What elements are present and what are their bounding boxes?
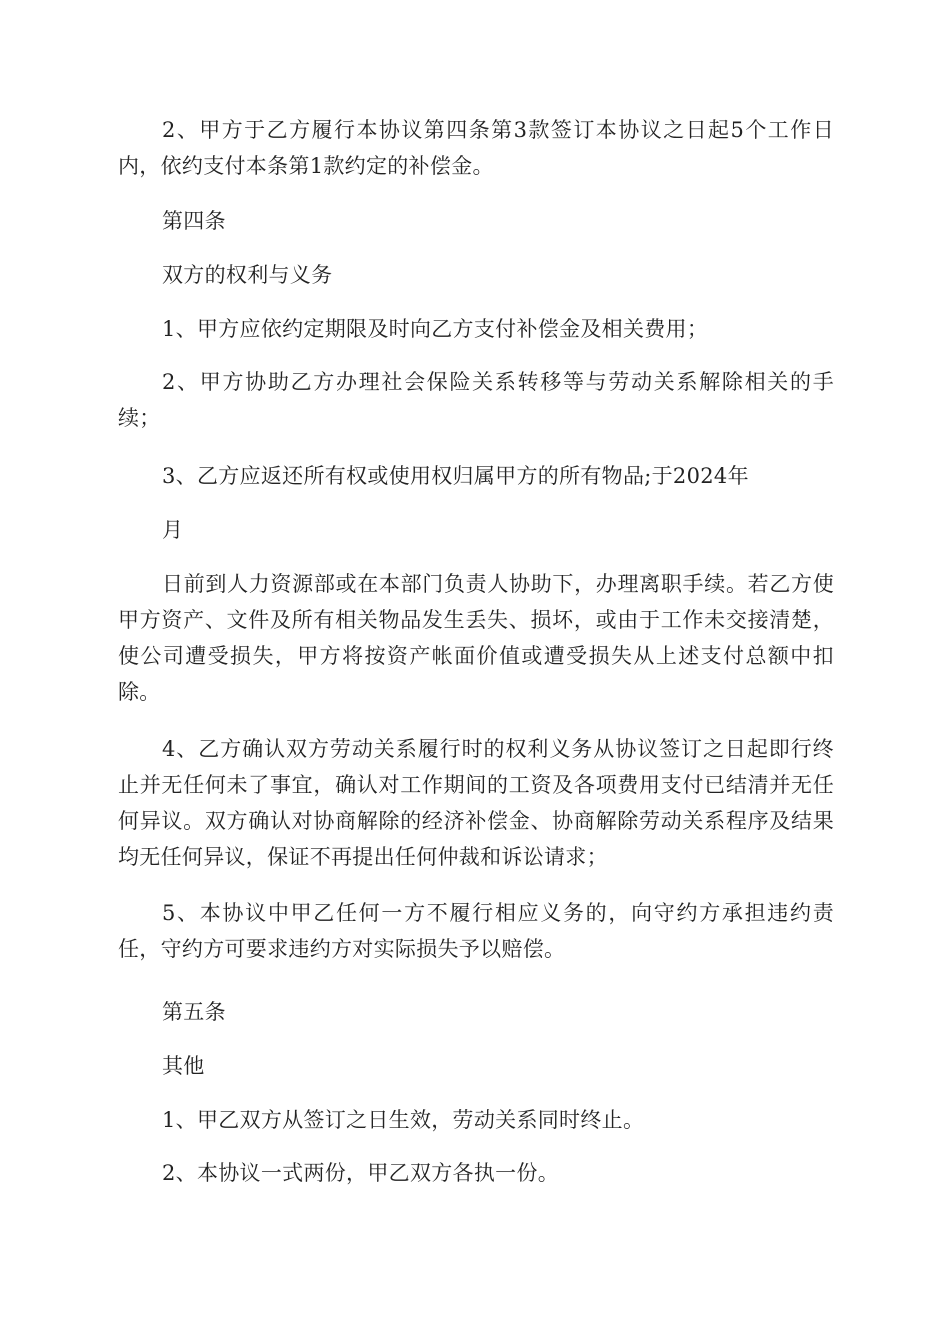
clause-4-5: 5、本协议中甲乙任何一方不履行相应义务的，向守约方承担违约责任，守约方可要求违约方对实际损失予以赔偿。 [118, 901, 834, 961]
clause-4-3-month: 月 [162, 518, 184, 542]
article-four-heading: 第四条 [162, 209, 226, 233]
article-four-title: 双方的权利与义务 [162, 263, 333, 287]
article-five-heading: 第五条 [162, 1000, 226, 1024]
clause-5-1: 1、甲乙双方从签订之日生效，劳动关系同时终止。 [162, 1108, 645, 1132]
clause-4-3-continued: 日前到人力资源部或在本部门负责人协助下，办理离职手续。若乙方使甲方资产、文件及所有相关物品发生丢失、损坏，或由于工作未交接清楚，使公司遭受损失，甲方将按资产帐面价值或遭受损失从上述支付总额中扣除。 [118, 572, 834, 704]
clause-5-2: 2、本协议一式两份，甲乙双方各执一份。 [162, 1161, 560, 1185]
clause-4-2: 2、甲方协助乙方办理社会保险关系转移等与劳动关系解除相关的手续； [118, 370, 834, 430]
clause-4-4: 4、乙方确认双方劳动关系履行时的权利义务从协议签订之日起即行终止并无任何未了事宜，确认对工作期间的工资及各项费用支付已结清并无任何异议。双方确认对协商解除的经济补偿金、协商解除劳动关系程序及结果均无任何异议，保证不再提出任何仲裁和诉讼请求； [118, 737, 834, 869]
paragraph-payment-terms: 2、甲方于乙方履行本协议第四条第3款签订本协议之日起5个工作日内，依约支付本条第1款约定的补偿金。 [118, 118, 834, 178]
article-five-title: 其他 [162, 1054, 205, 1078]
clause-4-1: 1、甲方应依约定期限及时向乙方支付补偿金及相关费用； [162, 317, 709, 341]
clause-4-3: 3、乙方应返还所有权或使用权归属甲方的所有物品;于2024年 [162, 464, 749, 488]
